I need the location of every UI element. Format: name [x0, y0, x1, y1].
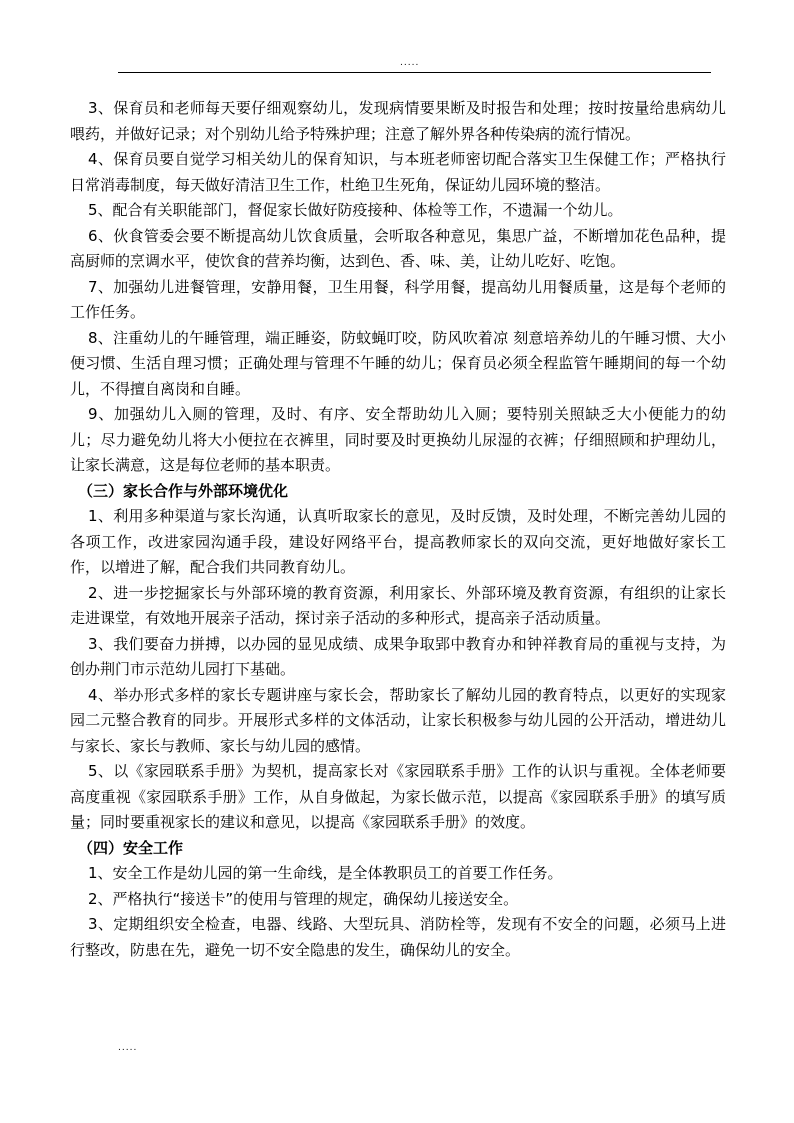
paragraph: 7、加强幼儿进餐管理，安静用餐，卫生用餐，科学用餐，提高幼儿用餐质量，这是每个老师的工作任务。	[70, 277, 726, 321]
paragraph: 5、以《家园联系手册》为契机，提高家长对《家园联系手册》工作的认识与重视。全体老师要高度重视《家园联系手册》工作，从自身做起，为家长做示范，以提高《家园联系手册》的填写质量；同时要重视家长的建议和意见，以提高《家园联系手册》的效度。	[70, 762, 726, 831]
paragraph: 8、注重幼儿的午睡管理，端正睡姿，防蚊蝇叮咬，防风吹着凉 刻意培养幼儿的午睡习惯、大小便习惯、生活自理习惯；正确处理与管理不午睡的幼儿；保育员必须全程监管午睡期间的每一个幼儿，不得擅自离岗和自睡。	[70, 328, 726, 398]
header-rule	[118, 72, 711, 73]
paragraph: 2、进一步挖掘家长与外部环境的教育资源，利用家长、外部环境及教育资源，有组织的让家长走进课堂，有效地开展亲子活动，探讨亲子活动的多种形式，提高亲子活动质量。	[70, 583, 726, 627]
paragraph: 5、配合有关职能部门，督促家长做好防疫接种、体检等工作，不遗漏一个幼儿。	[88, 201, 623, 219]
paragraph: 3、保育员和老师每天要仔细观察幼儿，发现病情要果断及时报告和处理；按时按量给患病幼儿喂药，并做好记录；对个别幼儿给予特殊护理；注意了解外界各种传染病的流行情况。	[70, 99, 726, 143]
footer-dots: .....	[118, 1043, 138, 1053]
paragraph: 3、我们要奋力拼搏，以办园的显见成绩、成果争取郢中教育办和钟祥教育局的重视与支持，为创办荆门市示范幼儿园打下基础。	[70, 634, 726, 678]
paragraph: 4、保育员要自觉学习相关幼儿的保育知识，与本班老师密切配合落实卫生保健工作；严格执行日常消毒制度，每天做好清洁卫生工作，杜绝卫生死角，保证幼儿园环境的整洁。	[70, 150, 726, 194]
paragraph: 4、举办形式多样的家长专题讲座与家长会，帮助家长了解幼儿园的教育特点，以更好的实现家园二元整合教育的同步。开展形式多样的文体活动，让家长积极参与幼儿园的公开活动，增进幼儿与家长、家长与教师、家长与幼儿园的感情。	[70, 685, 726, 755]
header-dots: .....	[400, 58, 420, 68]
paragraph: 3、定期组织安全检查，电器、线路、大型玩具、消防栓等，发现有不安全的问题，必须马上进行整改，防患在先，避免一切不安全隐患的发生，确保幼儿的安全。	[70, 915, 726, 959]
document-body	[70, 96, 726, 963]
section-heading: （三）家长合作与外部环境优化	[78, 481, 289, 500]
section-heading: （四）安全工作	[78, 838, 184, 857]
paragraph: 9、加强幼儿入厕的管理，及时、有序、安全帮助幼儿入厕；要特别关照缺乏大小便能力的幼儿；尽力避免幼儿将大小便拉在衣裤里，同时要及时更换幼儿尿湿的衣裤；仔细照顾和护理幼儿，让家长满意，这是每位老师的基本职责。	[70, 405, 726, 474]
paragraph: 1、利用多种渠道与家长沟通，认真听取家长的意见，及时反馈，及时处理，不断完善幼儿园的各项工作，改进家园沟通手段，建设好网络平台，提高教师家长的双向交流，更好地做好家长工作，以增进了解，配合我们共同教育幼儿。	[70, 507, 726, 576]
paragraph: 6、伙食管委会要不断提高幼儿饮食质量，会听取各种意见，集思广益，不断增加花色品种，提高厨师的烹调水平，使饮食的营养均衡，达到色、香、味、美，让幼儿吃好、吃饱。	[70, 226, 726, 270]
paragraph: 2、严格执行“接送卡”的使用与管理的规定，确保幼儿接送安全。	[88, 889, 519, 908]
paragraph: 1、安全工作是幼儿园的第一生命线，是全体教职员工的首要工作任务。	[88, 864, 563, 882]
